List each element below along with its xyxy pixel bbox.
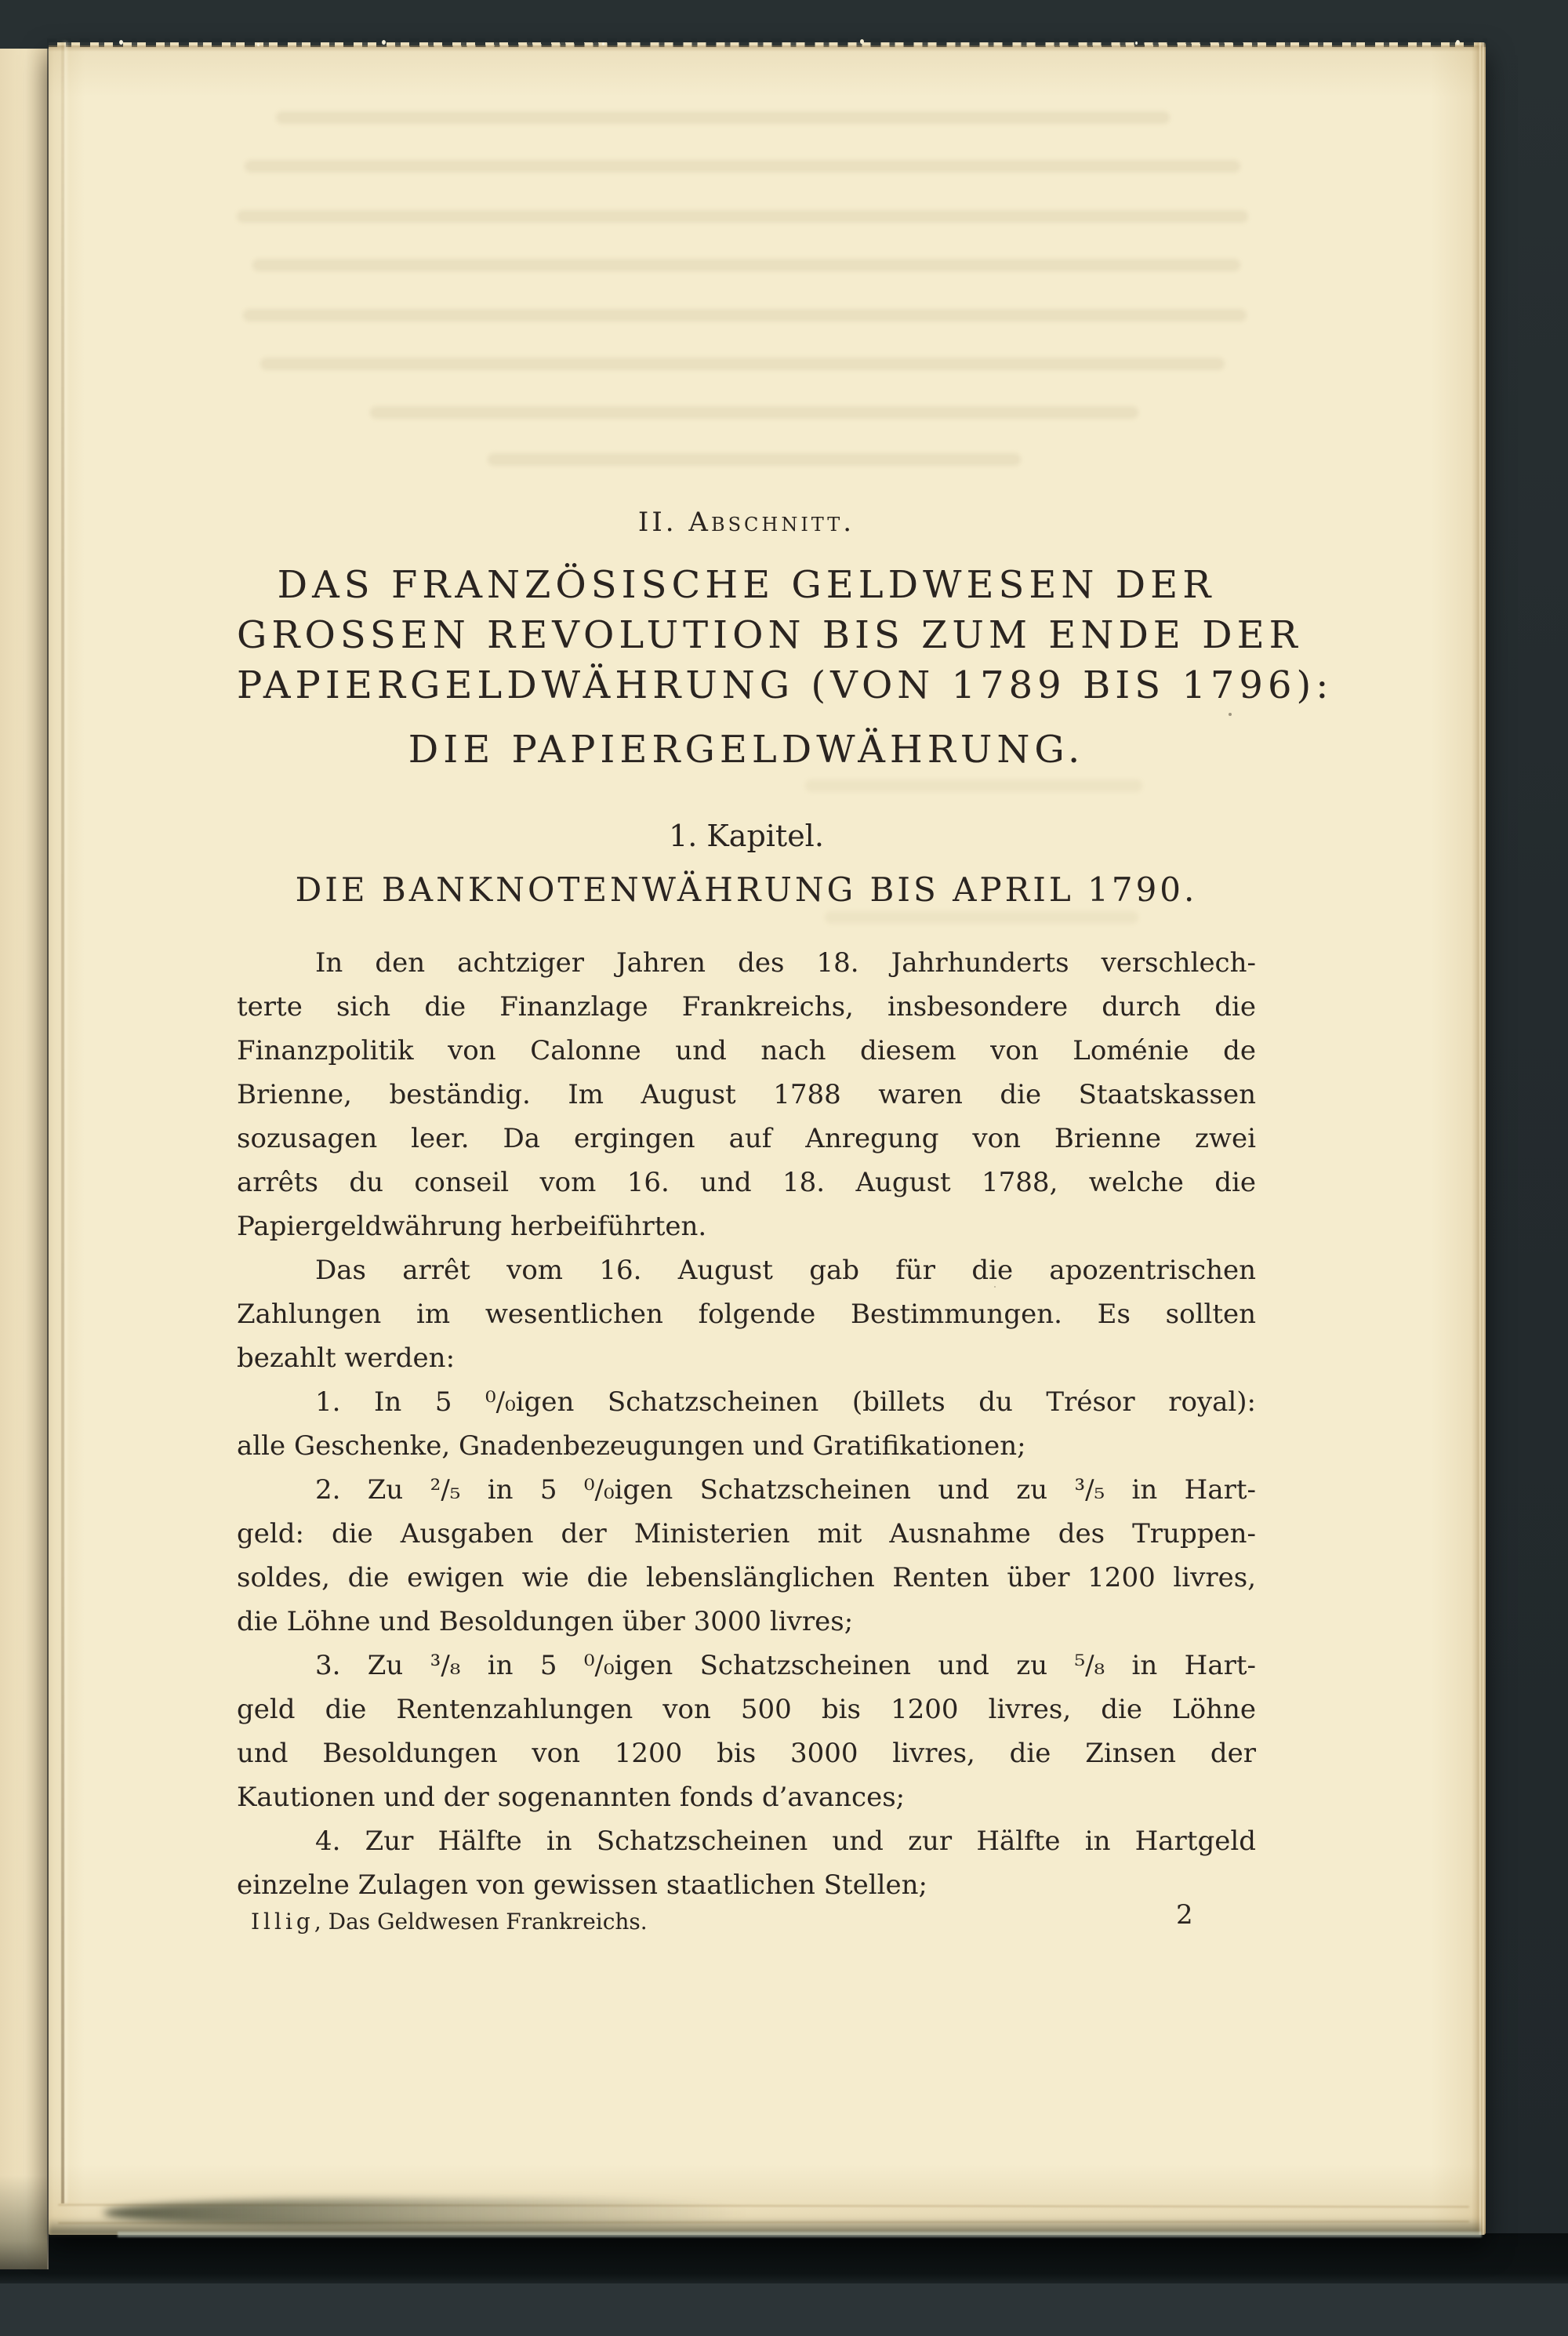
body-line: arrêts du conseil vom 16. und 18. August 1788, welche die bbox=[237, 1167, 1256, 1198]
body-line: die Löhne und Besoldungen über 3000 livres; bbox=[237, 1606, 854, 1637]
body-line: einzelne Zulagen von gewissen staatlichen Stellen; bbox=[237, 1869, 927, 1901]
body-line: sozusagen leer. Da ergingen auf Anregung von Brienne zwei bbox=[237, 1123, 1256, 1154]
body-line: bezahlt werden: bbox=[237, 1342, 456, 1374]
signature-number: 2 bbox=[1176, 1899, 1193, 1931]
body-text bbox=[237, 941, 1256, 1907]
body-line: 3. Zu ³/₈ in 5 ⁰/₀igen Schatzscheinen und zu ⁵/₈ in Hart- bbox=[315, 1650, 1256, 1681]
section-title-line: DIE PAPIERGELDWÄHRUNG. bbox=[408, 728, 1085, 772]
footer-author: Illig bbox=[251, 1909, 314, 1935]
section-title bbox=[237, 560, 1334, 775]
body-line: geld die Rentenzahlungen von 500 bis 1200 livres, die Löhne bbox=[237, 1694, 1256, 1725]
book-board-shadow bbox=[0, 2233, 1568, 2283]
page-cut-edge bbox=[118, 2232, 1482, 2237]
body-line: 1. In 5 ⁰/₀igen Schatzscheinen (billets du Trésor royal): bbox=[315, 1386, 1256, 1418]
body-line: Brienne, beständig. Im August 1788 waren die Staatskassen bbox=[237, 1079, 1256, 1110]
section-title-line: PAPIERGELDWÄHRUNG (VON 1789 BIS 1796): bbox=[237, 663, 1334, 707]
body-line: 2. Zu ²/₅ in 5 ⁰/₀igen Schatzscheinen und zu ³/₅ in Hart- bbox=[315, 1474, 1256, 1506]
paper-fibers bbox=[119, 40, 123, 45]
body-line: Zahlungen im wesentlichen folgende Bestimmungen. Es sollten bbox=[237, 1299, 1256, 1330]
body-line: geld: die Ausgaben der Ministerien mit Ausnahme des Truppen- bbox=[237, 1518, 1256, 1549]
gutter-crease bbox=[61, 42, 64, 2203]
body-line: In den achtziger Jahren des 18. Jahrhunderts verschlech- bbox=[315, 947, 1256, 979]
body-line: alle Geschenke, Gnadenbezeugungen und Gratifikationen; bbox=[237, 1430, 1026, 1462]
underlying-page-edge bbox=[0, 49, 49, 2269]
body-line: Papiergeldwährung herbeiführten. bbox=[237, 1211, 707, 1242]
running-footer bbox=[251, 1899, 1256, 1935]
section-label: II. Abschnitt. bbox=[637, 507, 855, 538]
body-line: soldes, die ewigen wie die lebenslänglichen Renten über 1200 livres, bbox=[237, 1562, 1256, 1593]
body-line: Kautionen und der sogenannten fonds d’avances; bbox=[237, 1782, 906, 1813]
body-line: Das arrêt vom 16. August gab für die apozentrischen bbox=[315, 1255, 1256, 1286]
footer-book-title: , Das Geldwesen Frankreichs. bbox=[314, 1909, 648, 1935]
chapter-title: DIE BANKNOTENWÄHRUNG BIS APRIL 1790. bbox=[295, 870, 1198, 909]
section-title-line: GROSSEN REVOLUTION BIS ZUM ENDE DER bbox=[237, 613, 1302, 657]
section-title-line: DAS FRANZÖSISCHE GELDWESEN DER bbox=[277, 563, 1216, 607]
body-line: und Besoldungen von 1200 bis 3000 livres, die Zinsen der bbox=[237, 1738, 1256, 1769]
background-cloth bbox=[0, 2283, 1568, 2336]
book-page bbox=[49, 42, 1486, 2235]
chapter-label: 1. Kapitel. bbox=[669, 819, 824, 853]
page-stack-edges bbox=[1472, 42, 1486, 2235]
text-block bbox=[237, 42, 1334, 2235]
body-line: 4. Zur Hälfte in Schatzscheinen und zur Hälfte in Hartgeld bbox=[315, 1826, 1256, 1857]
body-line: Finanzpolitik von Calonne und nach diesem von Loménie de bbox=[237, 1035, 1256, 1066]
body-line: terte sich die Finanzlage Frankreichs, insbesondere durch die bbox=[237, 991, 1256, 1023]
